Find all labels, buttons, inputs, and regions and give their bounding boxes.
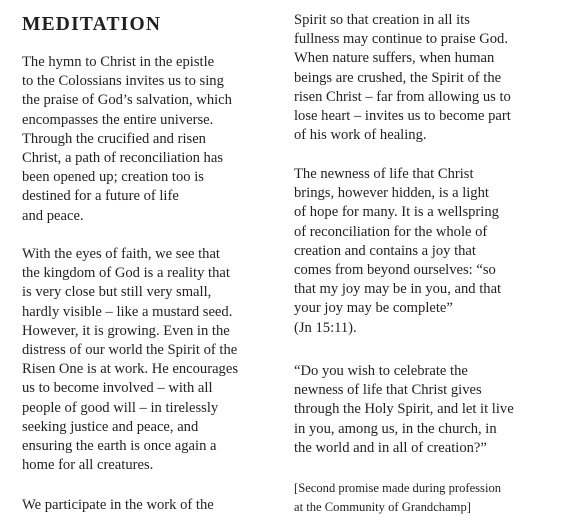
text-line: in you, among us, in the church, in (294, 420, 497, 437)
text-line: “Do you wish to celebrate the (294, 363, 468, 379)
text-line: Through the crucified and risen (22, 130, 206, 147)
paragraph-intro (22, 53, 232, 226)
text-line: your joy may be complete” (294, 300, 453, 317)
text-line: distress of our world the Spirit of the (22, 342, 238, 359)
text-line: fullness may continue to praise God. (294, 31, 508, 48)
page-title: MEDITATION (22, 14, 162, 35)
text-line: (Jn 15:11). (294, 319, 357, 336)
text-line: and peace. (22, 207, 84, 224)
text-line: to the Colossians invites us to sing (22, 73, 224, 90)
text-line: of hope for many. It is a wellspring (294, 204, 499, 221)
text-line: the kingdom of God is a reality that (22, 265, 230, 282)
text-line: When nature suffers, when human (294, 50, 495, 67)
text-line: However, it is growing. Even in the (22, 322, 230, 339)
text-line: is very close but still very small, (22, 284, 212, 301)
text-line: The newness of life that Christ (294, 166, 474, 182)
text-line: risen Christ – far from allowing us to (294, 88, 511, 105)
text-line: that my joy may be in you, and that (294, 281, 502, 298)
text-line: brings, however hidden, is a light (294, 185, 489, 202)
text-line: With the eyes of faith, we see that (22, 246, 220, 262)
text-line: Risen One is at work. He encourages (22, 361, 239, 378)
text-line: through the Holy Spirit, and let it live (294, 401, 514, 418)
text-line: [Second promise made during profession (294, 481, 502, 495)
text-line: home for all creatures. (22, 457, 154, 474)
text-line: lose heart – invites us to become part (294, 108, 511, 125)
text-line: been opened up; creation too is (22, 169, 204, 186)
text-line: beings are crushed, the Spirit of the (294, 69, 502, 86)
text-line: ensuring the earth is once again a (22, 438, 217, 455)
text-line: We participate in the work of the (22, 497, 214, 513)
source-note (294, 479, 501, 516)
paragraph-spirit (294, 11, 511, 145)
paragraph-promise-quote (294, 362, 514, 458)
text-line: destined for a future of life (22, 188, 179, 205)
text-line: people of good will – in tirelessly (22, 399, 219, 416)
paragraph-newness (294, 165, 501, 338)
text-line: creation and contains a joy that (294, 242, 476, 259)
text-line: the world and in all of creation?” (294, 439, 487, 456)
text-line: newness of life that Christ gives (294, 382, 482, 399)
text-line: encompasses the entire universe. (22, 111, 214, 128)
text-line: hardly visible – like a mustard seed. (22, 303, 233, 320)
text-line: seeking justice and peace, and (22, 418, 199, 435)
text-line: the praise of God’s salvation, which (22, 92, 232, 109)
text-line: comes from beyond ourselves: “so (294, 262, 496, 279)
text-line: at the Community of Grandchamp] (294, 499, 471, 514)
text-line: us to become involved – with all (22, 380, 213, 397)
text-line: Spirit so that creation in all its (294, 12, 470, 28)
text-line: The hymn to Christ in the epistle (22, 54, 215, 70)
text-line: Christ, a path of reconciliation has (22, 150, 224, 167)
text-line: of reconciliation for the whole of (294, 223, 488, 240)
text-line: of his work of healing. (294, 127, 427, 144)
paragraph-participate (22, 496, 214, 515)
paragraph-faith (22, 245, 238, 475)
